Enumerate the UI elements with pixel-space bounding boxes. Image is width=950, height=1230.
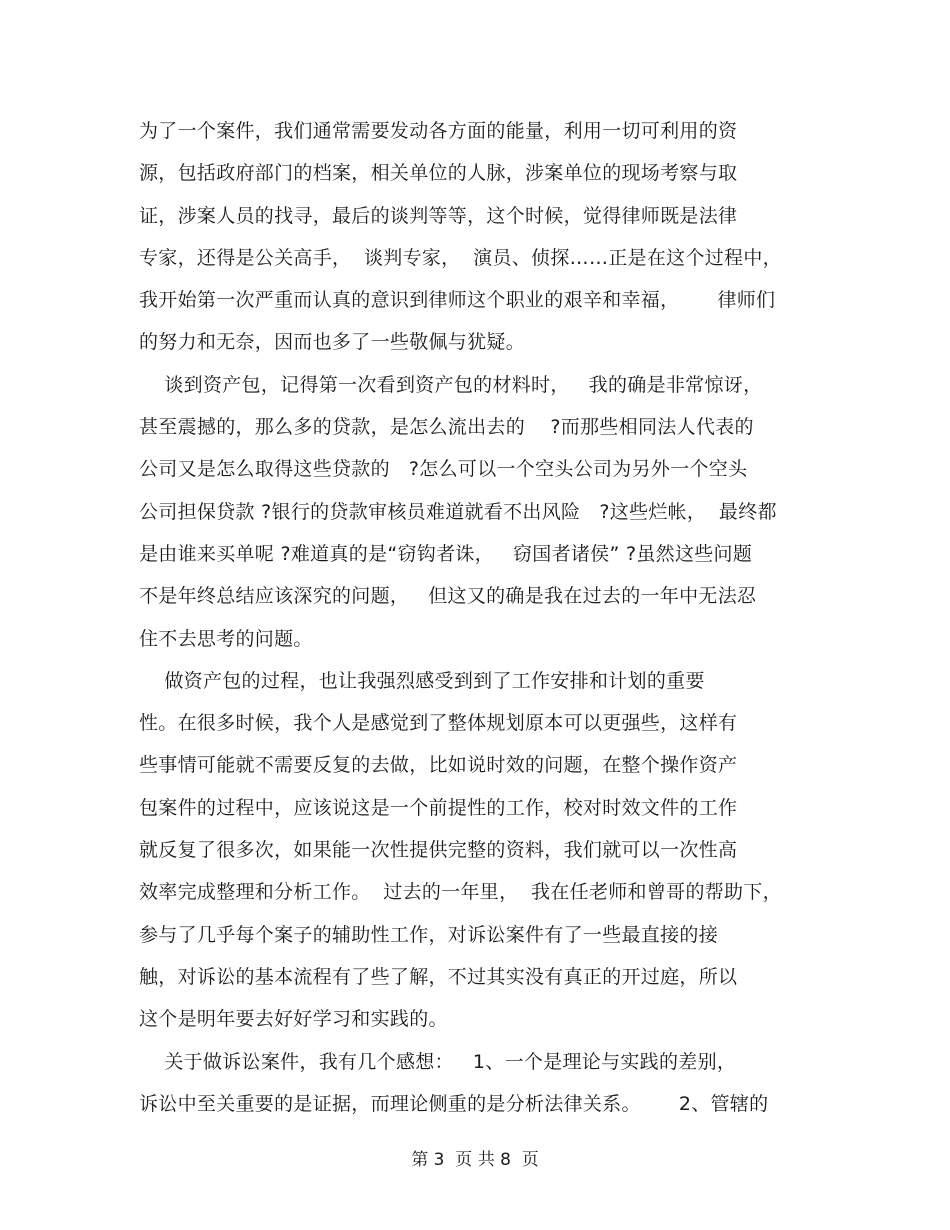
text-line: 公司担保贷款 ?银行的贷款审核员难道就看不出风险 ?这些烂帐， 最终都 <box>139 500 777 523</box>
text-line: 证，涉案人员的找寻，最后的谈判等等，这个时候，觉得律师既是法律 <box>139 204 738 227</box>
body-text <box>139 110 819 1125</box>
text-line: 我开始第一次严重而认真的意识到律师这个职业的艰辛和幸福， 律师们 <box>139 289 776 312</box>
text-line: 包案件的过程中，应该说这是一个前提性的工作，校对时效文件的工作 <box>139 796 738 819</box>
text-line: 这个是明年要去好好学习和实践的。 <box>139 1008 448 1031</box>
text-line: 些事情可能就不需要反复的去做，比如说时效的问题，在整个操作资产 <box>139 754 738 777</box>
page-number-footer: 第 3 页 共 8 页 <box>411 1150 539 1170</box>
text-line: 效率完成整理和分析工作。 过去的一年里， 我在任老师和曾哥的帮助下， <box>139 881 782 904</box>
text-line: 参与了几乎每个案子的辅助性工作，对诉讼案件有了一些最直接的接 <box>139 923 719 946</box>
text-line: 触，对诉讼的基本流程有了些了解，不过其实没有真正的开过庭，所以 <box>139 965 738 988</box>
text-line: 性。在很多时候，我个人是感觉到了整体规划原本可以更强些，这样有 <box>139 712 738 735</box>
text-line: 专家，还得是公关高手， 谈判专家， 演员、侦探……正是在这个过程中， <box>139 246 782 269</box>
text-line: 住不去思考的问题。 <box>139 627 313 650</box>
text-line: 谈到资产包，记得第一次看到资产包的材料时， 我的确是非常惊讶， <box>139 373 763 396</box>
text-line: 源，包括政府部门的档案，相关单位的人脉，涉案单位的现场考察与取 <box>139 162 738 185</box>
text-line: 关于做诉讼案件，我有几个感想： 1、一个是理论与实践的差别， <box>139 1050 737 1073</box>
text-line: 甚至震撼的，那么多的贷款，是怎么流出去的 ?而那些相同法人代表的 <box>139 416 754 439</box>
text-line: 公司又是怎么取得这些贷款的 ?怎么可以一个空头公司为另外一个空头 <box>139 458 748 481</box>
text-line: 是由谁来买单呢 ?难道真的是“窃钩者诛， 窃国者诸侯” ?虽然这些问题 <box>139 542 753 565</box>
text-line: 的努力和无奈，因而也多了一些敬佩与犹疑。 <box>139 331 526 354</box>
text-line: 就反复了很多次，如果能一次性提供完整的资料，我们就可以一次性高 <box>139 839 738 862</box>
text-line: 诉讼中至关重要的是证据，而理论侧重的是分析法律关系。 2、管辖的 <box>139 1092 769 1115</box>
text-line: 做资产包的过程，也让我强烈感受到到了工作安排和计划的重要 <box>139 669 705 692</box>
text-line: 不是年终总结应该深究的问题， 但这又的确是我在过去的一年中无法忍 <box>139 585 757 608</box>
text-line: 为了一个案件，我们通常需要发动各方面的能量，利用一切可利用的资 <box>139 120 738 142</box>
